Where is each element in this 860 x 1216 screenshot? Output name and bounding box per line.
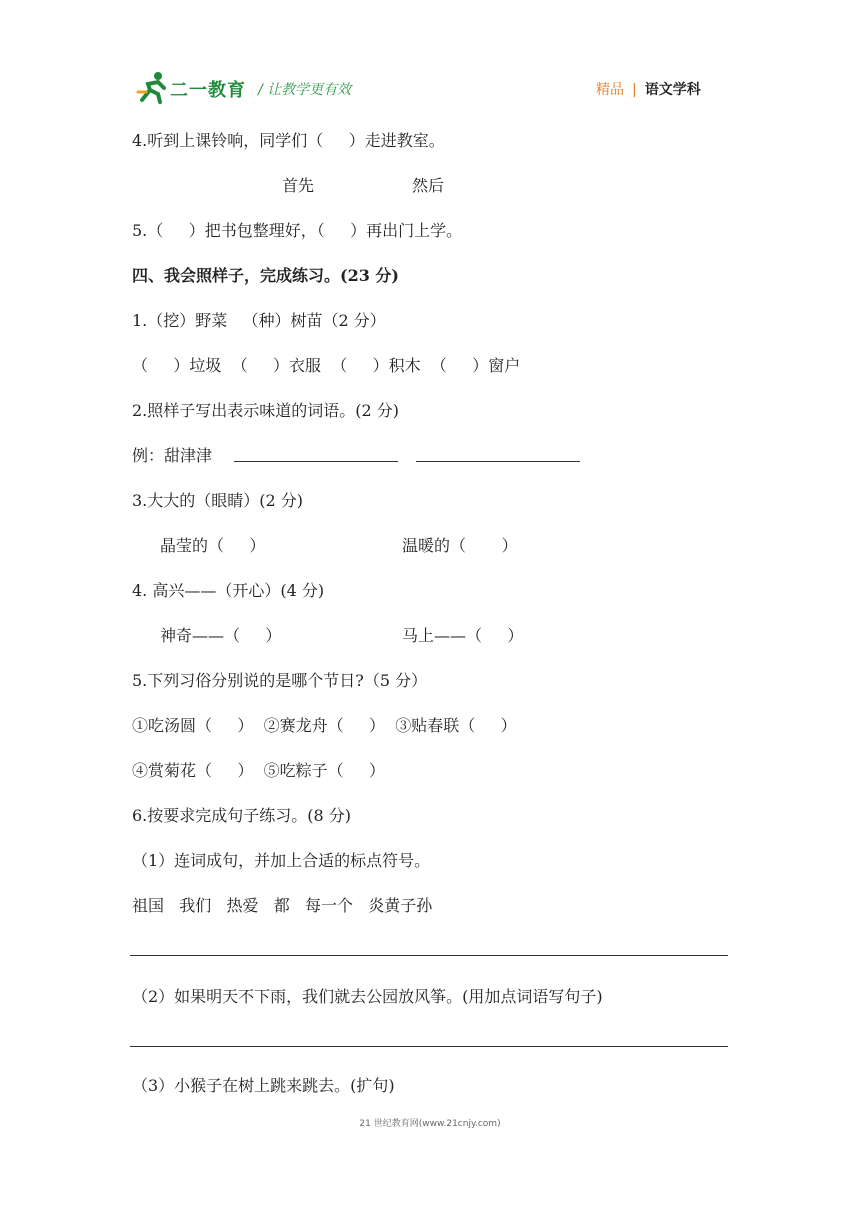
sub-question-5: 5.下列习俗分别说的是哪个节日?（5 分） [132,671,428,690]
sub-question-6-1: （1）连词成句，并加上合适的标点符号。 [132,851,431,870]
sub-question-6-2: （2）如果明天不下雨，我们就去公园放风筝。(用加点词语写句子) [132,987,603,1006]
page-header [0,0,860,110]
slogan: / 让教学更有效 [258,82,352,98]
brand-label [596,79,701,99]
sub-question-4-b: 马上——（ ） [402,626,524,645]
sub-question-4-a: 神奇——（ ） [160,626,282,645]
logo-text: 二一教育 [170,80,246,101]
question-5: 5.（ ）把书包整理好，（ ）再出门上学。 [132,221,463,240]
sub-question-5-row-1: ①吃汤圆（ ） ②赛龙舟（ ） ③贴春联（ ） [132,716,517,735]
question-4: 4.听到上课铃响，同学们（ ）走进教室。 [132,131,445,150]
sub-question-6-3: （3）小猴子在树上跳来跳去。(扩句) [132,1076,395,1095]
sub-question-1-blanks: （ ）垃圾 （ ）衣服 （ ）积木 （ ）窗户 [132,356,521,375]
answer-line[interactable] [130,1046,728,1047]
sub-question-3: 3.大大的（眼睛）(2 分) [132,491,304,510]
page-footer: 21 世纪教育网(www.21cnjy.com) [359,1119,501,1129]
brand-quality: 精品 [596,82,624,98]
answer-blank[interactable] [234,461,398,462]
logo [136,70,246,104]
sub-question-5-row-2: ④赏菊花（ ） ⑤吃粽子（ ） [132,761,386,780]
option-then: 然后 [412,176,445,195]
brand-separator: | [632,82,637,98]
brand-subject: 语文学科 [644,82,701,98]
answer-line[interactable] [130,955,728,956]
sub-question-3-a: 晶莹的（ ） [160,536,266,555]
sub-question-2-example: 例：甜津津 [132,446,213,465]
answer-blank[interactable] [416,461,580,462]
sub-question-3-b: 温暖的（ ） [402,536,518,555]
sub-question-6-1-words: 祖国 我们 热爱 都 每一个 炎黄子孙 [132,896,433,915]
section-4-heading: 四、我会照样子，完成练习。(23 分) [132,266,399,285]
sub-question-2: 2.照样子写出表示味道的词语。(2 分) [132,401,400,420]
sub-question-4: 4. 高兴——（开心）(4 分) [132,581,325,600]
sub-question-1: 1.（挖）野菜 （种）树苗（2 分） [132,311,386,330]
option-first: 首先 [282,176,315,195]
runner-logo-icon [136,70,170,104]
sub-question-6: 6.按要求完成句子练习。(8 分) [132,806,352,825]
